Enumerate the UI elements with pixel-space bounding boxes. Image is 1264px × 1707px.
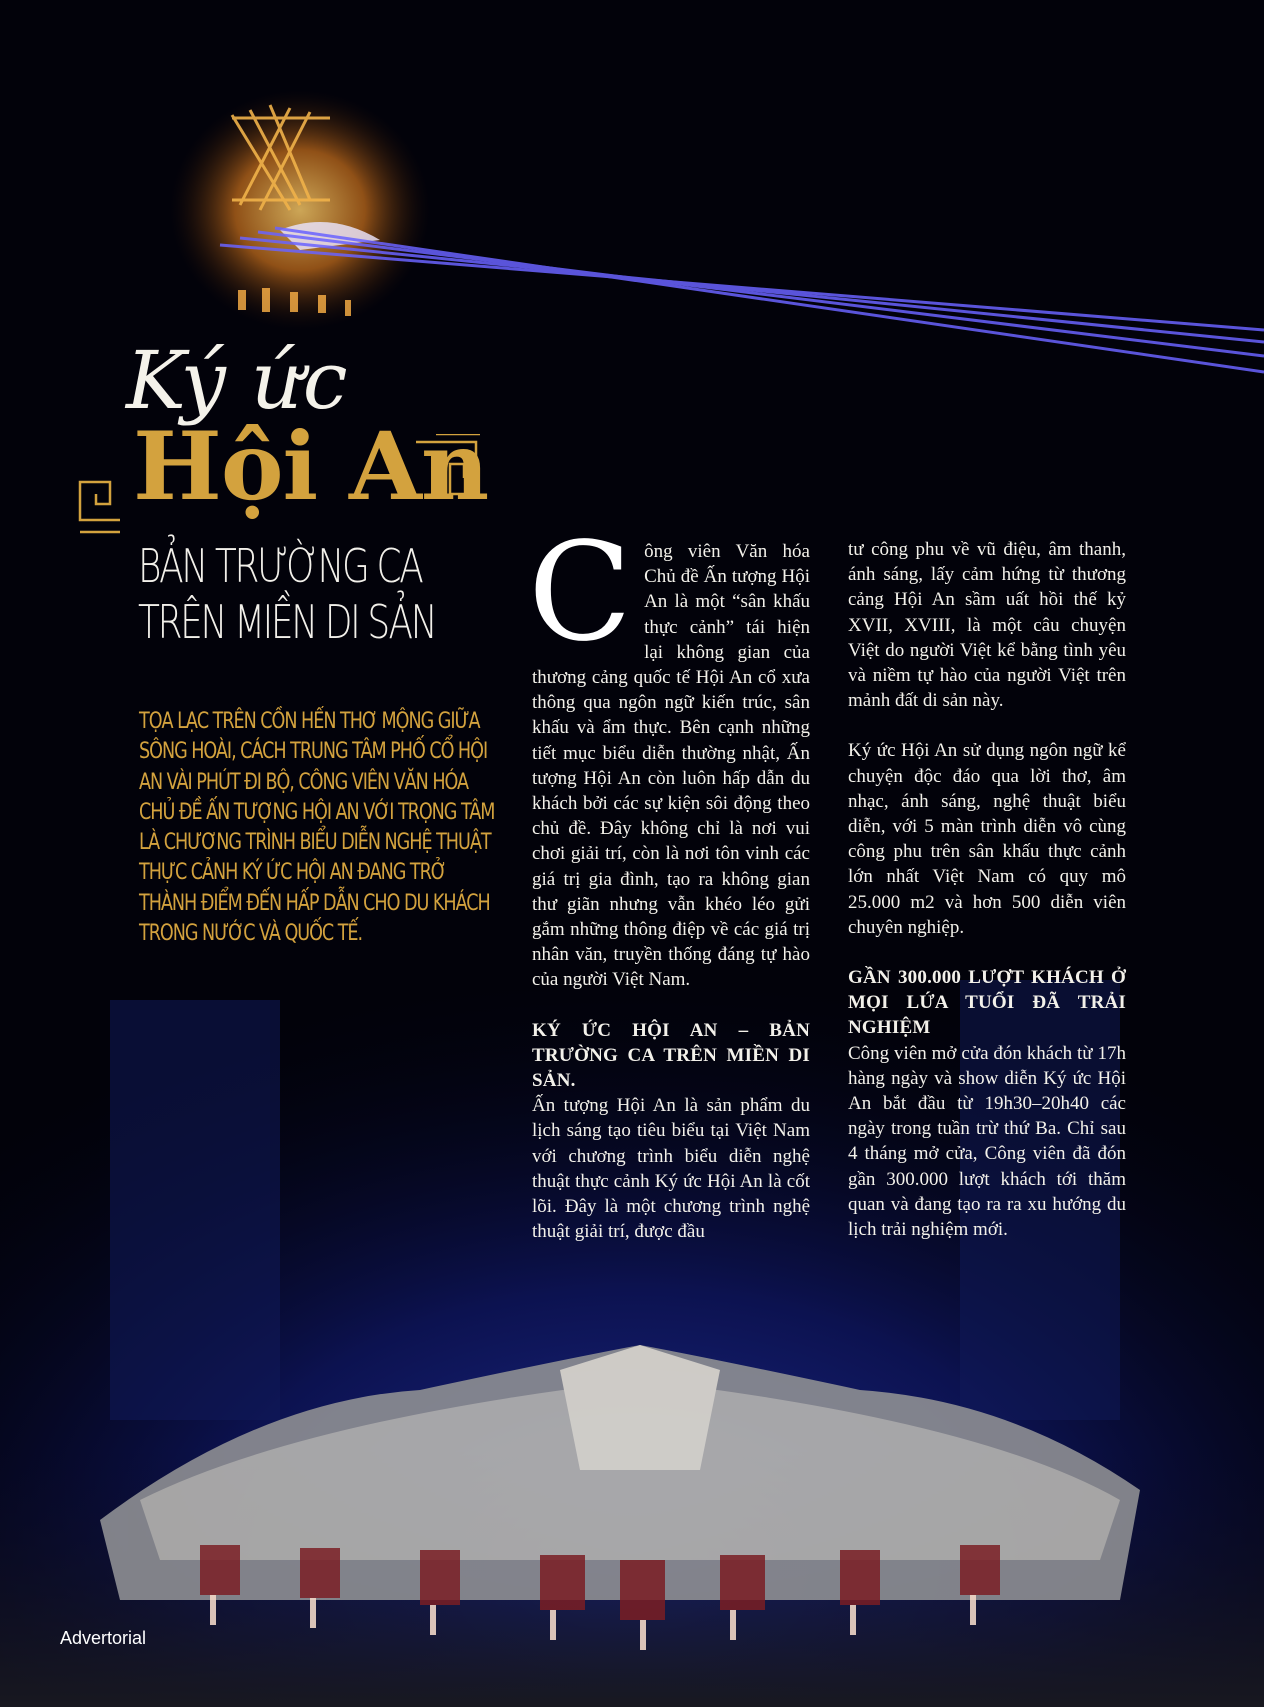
- drop-cap: C: [528, 514, 633, 672]
- title-script-text: Ký ức: [126, 334, 348, 427]
- subtitle-line: BẢN TRƯỜNG CA: [138, 539, 422, 593]
- paragraph: Công viên mở cửa đón khách từ 17h hàng ngày và show diễn Ký ức Hội An bắt đầu từ 19h30–20h40 các ngày trong tuần trừ thứ Ba. Chỉ sau 4 tháng mở cửa, Công viên đã đón gần 300.000 lượt khách tới thăm quan và đang tạo ra ra xu hướng du lịch trải nghiệm mới.: [848, 1042, 1126, 1241]
- paragraph: Ký ức Hội An sử dụng ngôn ngữ kể chuyện độc đáo qua lời thơ, âm nhạc, ánh sáng, nghệ thuật biểu diễn, với 5 màn trình diễn vô cùng công phu trên sân khấu thực cảnh lớn nhất Việt Nam có quy mô 25.000 m2 và hơn 500 diễn viên chuyên nghiệp.: [848, 740, 1126, 938]
- section-heading: GẦN 300.000 LƯỢT KHÁCH Ở MỌI LỨA TUỔI ĐÃ TRẢI NGHIỆM: [848, 967, 1126, 1039]
- paragraph: ông viên Văn hóa Chủ đề Ấn tượng Hội An là một “sân khấu thực cảnh” tái hiện lại không gian của thương cảng quốc tế Hội An cổ xưa thông qua ngôn ngữ kiến trúc, sân khấu và ẩm thực. Bên cạnh những tiết mục biểu diễn thường nhật, Ấn tượng Hội An còn luôn hấp dẫn du khách bởi các sự kiện sôi động theo chủ đề. Đây không chỉ là nơi vui chơi giải trí, còn là nơi tôn vinh các giá trị gia đình, tạo ra không gian thư giãn nhưng vẫn khéo léo gửi gắm những thông điệp về các giá trị nhân văn, truyền thống đáng tự hào của người Việt Nam.: [532, 541, 810, 991]
- article-column-2: [848, 537, 1126, 1242]
- article-column-1: [528, 514, 810, 1244]
- title-main: Hội An: [133, 412, 489, 522]
- subtitle-line: TRÊN MIỀN DI SẢN: [138, 595, 436, 649]
- paragraph: Ấn tượng Hội An là sản phẩm du lịch sáng tạo tiêu biểu tại Việt Nam với chương trình biểu diễn nghệ thuật thực cảnh Ký ức Hội An là cốt lõi. Đây là một chương trình nghệ thuật giải trí, được đầu: [532, 1095, 810, 1243]
- footer-label: Advertorial: [60, 1628, 147, 1648]
- section-heading: KÝ ỨC HỘI AN – BẢN TRƯỜNG CA TRÊN MIỀN DI SẢN.: [532, 1019, 810, 1092]
- lead-paragraph: TỌA LẠC TRÊN CỒN HẾN THƠ MỘNG GIỮA SÔNG HOÀI, CÁCH TRUNG TÂM PHỐ CỔ HỘI AN VÀI PHÚT ĐI BỘ, CÔNG VIÊN VĂN HÓA CHỦ ĐỀ ẤN TƯỢNG HỘI AN VỚI TRỌNG TÂM LÀ CHƯƠNG TRÌNH BIỂU DIỄN NGHỆ THUẬT THỰC CẢNH KÝ ỨC HỘI AN ĐANG TRỞ THÀNH ĐIỂM ĐẾN HẤP DẪN CHO DU KHÁCH TRONG NƯỚC VÀ QUỐC TẾ.: [139, 709, 495, 947]
- subtitle: [138, 538, 435, 650]
- paragraph: tư công phu về vũ điệu, âm thanh, ánh sáng, lấy cảm hứng từ thương cảng Hội An sầm uất hồi thế kỷ XVII, XVIII, là một câu chuyện Việt do người Việt kể bằng tình yêu và niềm tự hào của người Việt trên mảnh đất di sản này.: [848, 539, 1126, 712]
